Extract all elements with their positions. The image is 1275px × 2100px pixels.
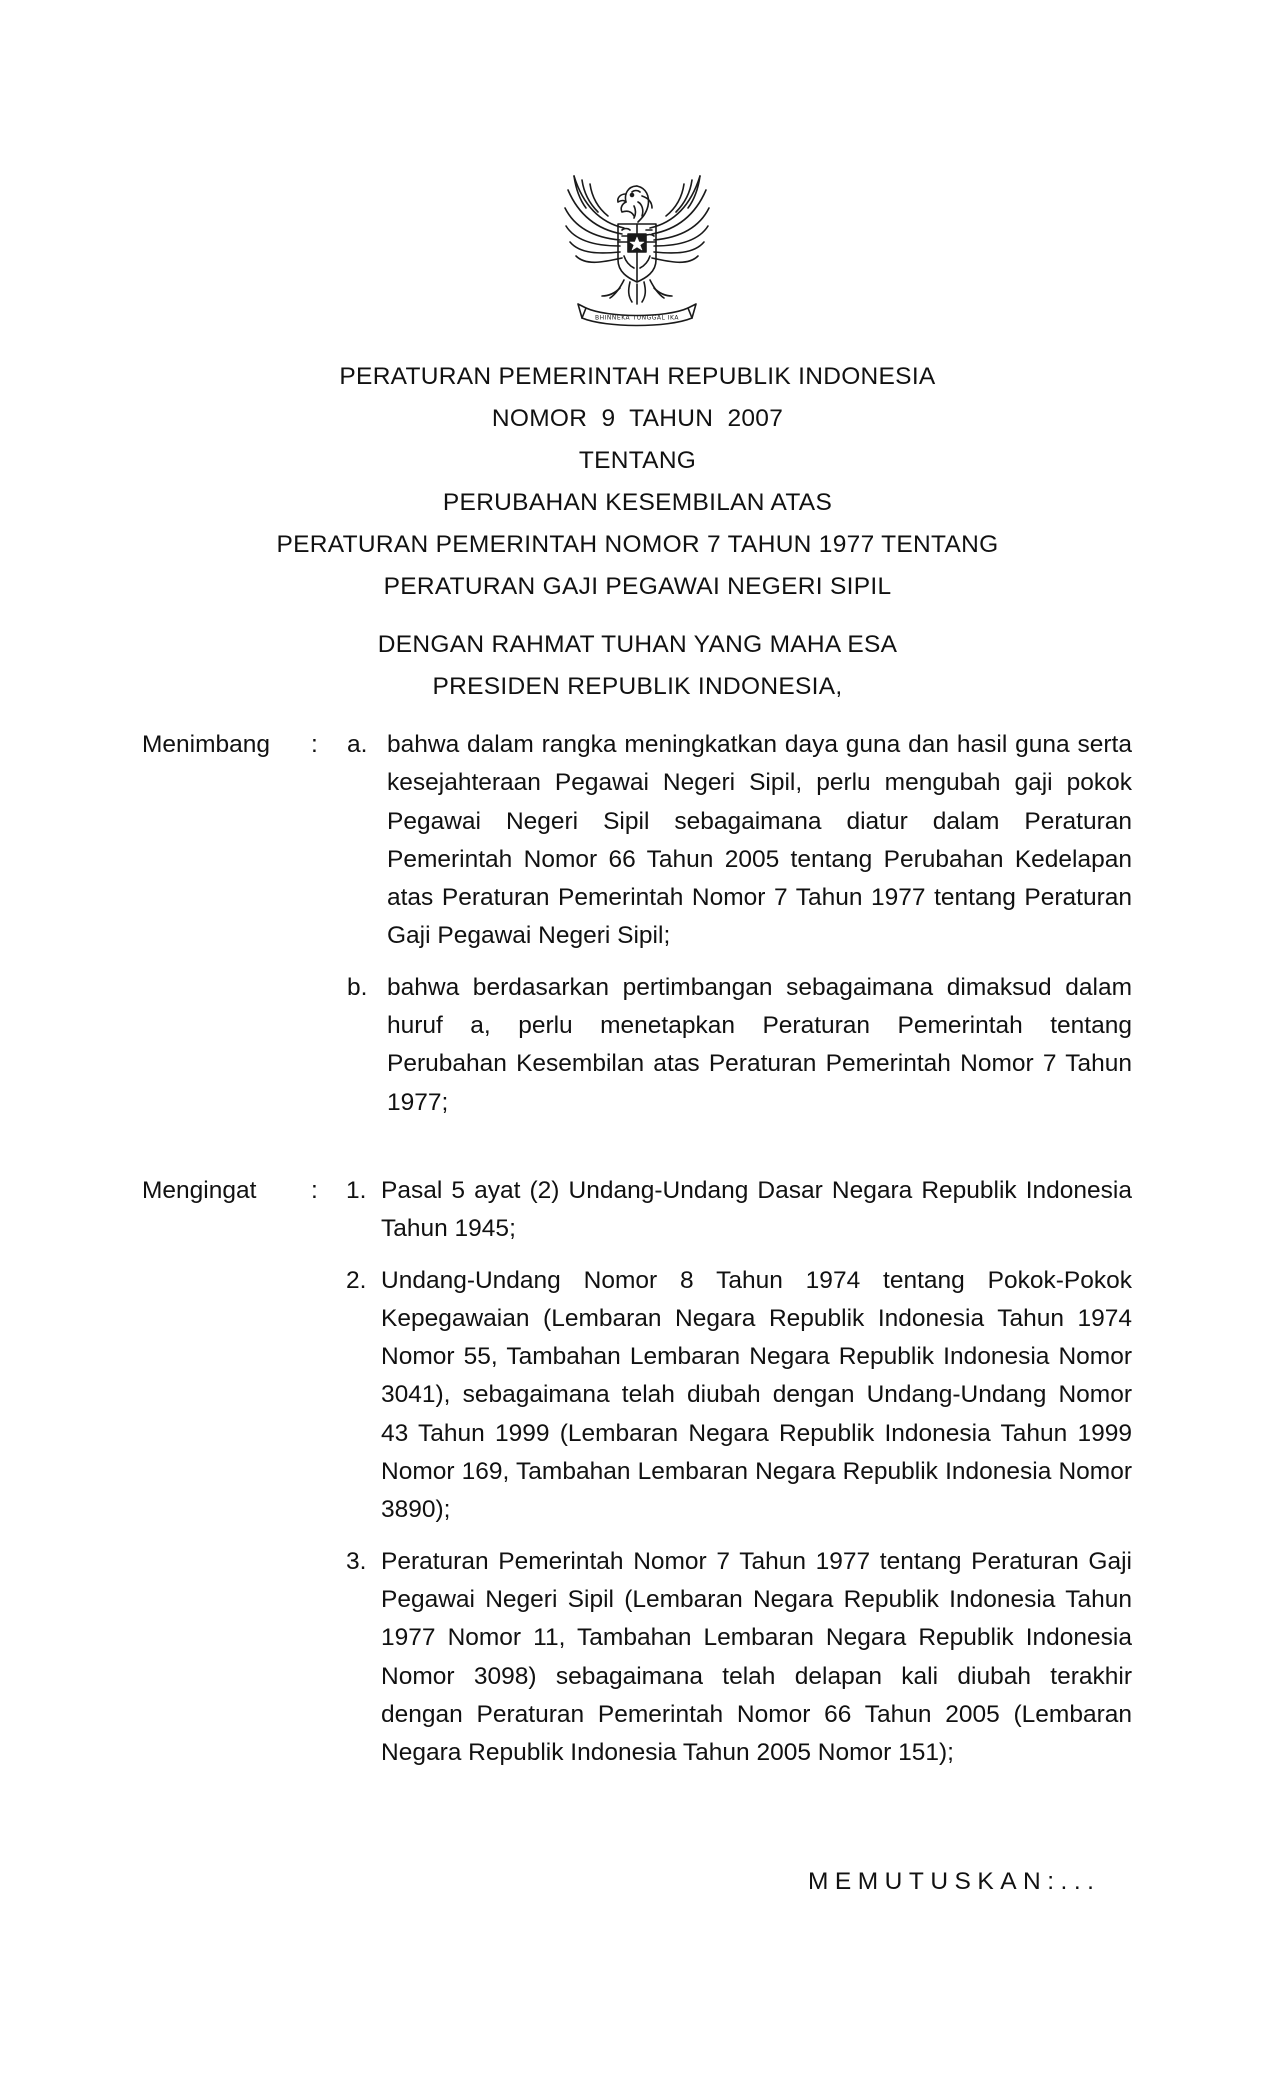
title-line-subject-1: PERUBAHAN KESEMBILAN ATAS (442, 489, 833, 516)
preamble-invocation: DENGAN RAHMAT TUHAN YANG MAHA ESA (377, 631, 898, 658)
mengingat-item-text: Undang-Undang Nomor 8 Tahun 1974 tentang Pokok-Pokok Kepegawaian (Lembaran Negara Republik Indonesia Tahun 1974 Nomor 55, Tambahan Lembaran Negara Republik Indonesia Nomor 3041), sebagaimana telah diubah dengan Undang-Undang Nomor 43 Tahun 1999 (Lembaran Negara Republik Indonesia Tahun 1999 Nomor 169, Tambahan Lembaran Negara Republik Indonesia Nomor 3890); (381, 1266, 1132, 1524)
mengingat-item-marker: 2. (346, 1266, 367, 1294)
page-continuation-marker: MEMUTUSKAN:... (808, 1868, 1101, 1895)
regulation-title (0, 356, 1275, 608)
menimbang-colon: : (311, 731, 318, 758)
title-line-subject-2: PERATURAN PEMERINTAH NOMOR 7 TAHUN 1977 TENTANG (276, 531, 999, 558)
menimbang-label: Menimbang (142, 731, 271, 758)
title-line-subject-3: PERATURAN GAJI PEGAWAI NEGERI SIPIL (383, 573, 892, 600)
mengingat-item-text: Pasal 5 ayat (2) Undang-Undang Dasar Negara Republik Indonesia Tahun 1945; (381, 1177, 1132, 1243)
menimbang-item-text: bahwa dalam rangka meningkatkan daya guna dan hasil guna serta kesejahteraan Pegawai Negeri Sipil, perlu mengubah gaji pokok Pegawai Negeri Sipil sebagaimana diatur dalam Peraturan Pemerintah Nomor 66 Tahun 2005 tentang Perubahan Kedelapan atas Peraturan Pemerintah Nomor 7 Tahun 1977 tentang Peraturan Gaji Pegawai Negeri Sipil; (387, 731, 1132, 950)
menimbang-item (142, 726, 1132, 956)
preamble-authority: PRESIDEN REPUBLIK INDONESIA, (432, 673, 843, 700)
mengingat-colon: : (311, 1177, 318, 1204)
menimbang-section (142, 726, 1132, 1122)
emblem-motto: BHINNEKA TUNGGAL IKA (595, 314, 679, 322)
mengingat-item-marker: 3. (346, 1547, 367, 1575)
title-line-regulation-type: PERATURAN PEMERINTAH REPUBLIK INDONESIA (339, 363, 936, 390)
garuda-pancasila-emblem-icon (562, 168, 712, 330)
title-line-tentang: TENTANG (578, 447, 697, 474)
menimbang-item (142, 969, 1132, 1122)
mengingat-item (142, 1543, 1132, 1773)
mengingat-item (142, 1262, 1132, 1530)
menimbang-item-marker: b. (347, 973, 368, 1001)
mengingat-item-marker: 1. (346, 1177, 367, 1204)
mengingat-section (142, 1172, 1132, 1772)
title-line-number-year: NOMOR 9 TAHUN 2007 (491, 405, 784, 432)
preamble (0, 624, 1275, 708)
menimbang-item-text: bahwa berdasarkan pertimbangan sebagaimana dimaksud dalam huruf a, perlu menetapkan Peraturan Pemerintah tentang Perubahan Kesembilan atas Peraturan Pemerintah Nomor 7 Tahun 1977; (387, 973, 1132, 1116)
mengingat-label: Mengingat (142, 1177, 257, 1204)
mengingat-item-text: Peraturan Pemerintah Nomor 7 Tahun 1977 tentang Peraturan Gaji Pegawai Negeri Sipil (Lembaran Negara Republik Indonesia Tahun 1977 Nomor 11, Tambahan Lembaran Negara Republik Indonesia Nomor 3098) sebagaimana telah delapan kali diubah terakhir dengan Peraturan Pemerintah Nomor 66 Tahun 2005 (Lembaran Negara Republik Indonesia Tahun 2005 Nomor 151); (381, 1547, 1132, 1767)
mengingat-item (142, 1172, 1132, 1249)
menimbang-item-marker: a. (347, 731, 368, 758)
